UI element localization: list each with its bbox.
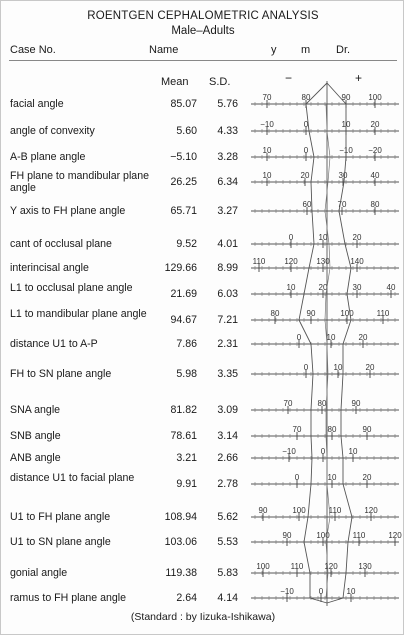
measurement-mean: 85.07 bbox=[170, 98, 197, 110]
measurement-mean: 94.67 bbox=[170, 314, 197, 326]
scale-tick-label: 30 bbox=[338, 171, 348, 180]
scale-tick-label: 40 bbox=[370, 171, 380, 180]
measurement-mean: 81.82 bbox=[170, 404, 197, 416]
measurement-name: gonial angle bbox=[10, 567, 68, 579]
scale-tick-label: 10 bbox=[326, 333, 336, 342]
measurement-name: L1 to mandibular plane angle bbox=[10, 308, 147, 320]
sd-column-header: S.D. bbox=[209, 76, 231, 88]
measurement-name: Y axis to FH plane angle bbox=[10, 205, 126, 217]
scale-tick-label: 10 bbox=[262, 146, 272, 155]
sheet-title: ROENTGEN CEPHALOMETRIC ANALYSIS bbox=[87, 10, 319, 22]
scale-tick-label: 20 bbox=[365, 363, 375, 372]
scale-tick-label: 70 bbox=[283, 399, 293, 408]
scale-tick-label: 110 bbox=[352, 531, 366, 540]
measurement-name: L1 to occlusal plane angle bbox=[10, 282, 133, 294]
measurement-sd: 3.27 bbox=[217, 205, 238, 217]
scale-tick-label: 110 bbox=[252, 257, 266, 266]
measurement-sd: 3.09 bbox=[217, 404, 238, 416]
scale-tick-label: 0 bbox=[303, 363, 309, 372]
scale-tick-label: 120 bbox=[364, 506, 378, 515]
measurement-mean: 108.94 bbox=[164, 511, 197, 523]
scale-tick-label: 140 bbox=[350, 257, 364, 266]
measurement-sd: 6.03 bbox=[217, 288, 238, 300]
measurement-mean: 7.86 bbox=[176, 338, 197, 350]
scale-tick-label: 0 bbox=[294, 473, 300, 482]
measurement-sd: 4.33 bbox=[217, 125, 238, 137]
measurement-name: SNA angle bbox=[10, 404, 61, 416]
scale-tick-label: 0 bbox=[303, 146, 309, 155]
scale-tick-label: −10 bbox=[282, 447, 296, 456]
measurement-mean: 129.66 bbox=[164, 262, 197, 274]
measurement-mean: 5.98 bbox=[176, 368, 197, 380]
scale-tick-label: 90 bbox=[362, 425, 372, 434]
scale-tick-label: 130 bbox=[358, 562, 372, 571]
scale-tick-label: 100 bbox=[256, 562, 270, 571]
measurement-sd: 3.35 bbox=[217, 368, 238, 380]
measurement-sd: 5.62 bbox=[217, 511, 238, 523]
scale-tick-label: −10 bbox=[339, 146, 353, 155]
standard-note: (Standard : by Iizuka-Ishikawa) bbox=[130, 611, 276, 623]
scale-tick-label: 90 bbox=[258, 506, 268, 515]
scale-tick-label: 10 bbox=[333, 363, 343, 372]
measurement-sd: 2.31 bbox=[217, 338, 238, 350]
measurement-mean: 21.69 bbox=[170, 288, 197, 300]
scale-tick-label: 70 bbox=[337, 200, 347, 209]
scale-tick-label: 40 bbox=[386, 283, 396, 292]
measurement-name: interincisal angle bbox=[10, 262, 89, 274]
measurement-mean: 5.60 bbox=[176, 125, 197, 137]
scale-tick-label: 10 bbox=[348, 447, 358, 456]
measurement-sd: 3.14 bbox=[217, 430, 238, 442]
scale-tick-label: −10 bbox=[280, 587, 294, 596]
measurement-name: SNB angle bbox=[10, 430, 61, 442]
scale-tick-label: 70 bbox=[292, 425, 302, 434]
scale-tick-label: 70 bbox=[262, 93, 272, 102]
scale-tick-label: 20 bbox=[358, 333, 368, 342]
scale-tick-label: 20 bbox=[362, 473, 372, 482]
scale-tick-label: 110 bbox=[328, 506, 342, 515]
measurement-name: U1 to FH plane angle bbox=[10, 511, 111, 523]
minus-sign: − bbox=[285, 71, 293, 85]
measurement-mean: 65.71 bbox=[170, 205, 197, 217]
plus-sign: + bbox=[355, 71, 363, 85]
scale-tick-label: 0 bbox=[318, 587, 324, 596]
measurement-mean: 103.06 bbox=[164, 536, 197, 548]
scale-tick-label: 100 bbox=[368, 93, 382, 102]
scale-tick-label: 110 bbox=[290, 562, 304, 571]
scale-tick-label: 100 bbox=[292, 506, 306, 515]
measurement-name: distance U1 to facial plane bbox=[10, 472, 135, 484]
measurement-mean: 119.38 bbox=[165, 567, 197, 579]
scale-tick-label: 20 bbox=[318, 283, 328, 292]
measurement-sd: 4.01 bbox=[217, 238, 238, 250]
measurement-sd: 5.83 bbox=[217, 567, 238, 579]
scale-tick-label: 110 bbox=[376, 309, 390, 318]
scale-tick-label: 130 bbox=[316, 257, 330, 266]
scale-tick-label: 90 bbox=[351, 399, 361, 408]
measurement-sd: 2.66 bbox=[217, 452, 238, 464]
measurement-sd: 5.76 bbox=[217, 98, 238, 110]
measurement-mean: 9.91 bbox=[176, 478, 197, 490]
measurement-name: A-B plane angle bbox=[10, 151, 86, 163]
scale-tick-label: 80 bbox=[370, 200, 380, 209]
case-number-label: Case No. bbox=[10, 44, 56, 56]
measurement-name: angle of convexity bbox=[10, 125, 95, 137]
measurement-sd: 3.28 bbox=[217, 151, 238, 163]
measurement-sd: 8.99 bbox=[217, 262, 238, 274]
measurement-name: distance U1 to A-P bbox=[10, 338, 98, 350]
measurement-name: ramus to FH plane angle bbox=[10, 592, 127, 604]
doctor-label: Dr. bbox=[336, 44, 351, 56]
scale-tick-label: 10 bbox=[262, 171, 272, 180]
measurement-mean: 26.25 bbox=[170, 176, 197, 188]
scale-tick-label: 10 bbox=[286, 283, 296, 292]
scale-tick-label: 100 bbox=[340, 309, 354, 318]
year-label: y bbox=[271, 44, 277, 56]
scale-tick-label: 80 bbox=[327, 425, 337, 434]
measurement-name: ANB angle bbox=[10, 452, 61, 464]
measurement-sd: 2.78 bbox=[217, 478, 238, 490]
scale-tick-label: 120 bbox=[388, 531, 402, 540]
scale-tick-label: 10 bbox=[318, 233, 328, 242]
polygonal-chart bbox=[1, 1, 404, 636]
measurement-sd: 4.14 bbox=[217, 592, 238, 604]
scale-tick-label: 0 bbox=[303, 120, 309, 129]
scale-tick-label: 10 bbox=[327, 473, 337, 482]
scale-tick-label: −10 bbox=[260, 120, 274, 129]
measurement-sd: 6.34 bbox=[217, 176, 238, 188]
scale-tick-label: 80 bbox=[301, 93, 311, 102]
scale-tick-label: 90 bbox=[306, 309, 316, 318]
scale-tick-label: 90 bbox=[282, 531, 292, 540]
measurement-name: FH plane to mandibular plane angle bbox=[10, 170, 149, 194]
scale-tick-label: 120 bbox=[324, 562, 338, 571]
scale-tick-label: 0 bbox=[288, 233, 294, 242]
scale-tick-label: 0 bbox=[296, 333, 302, 342]
scale-tick-label: 10 bbox=[346, 587, 356, 596]
scale-tick-label: 10 bbox=[341, 120, 351, 129]
measurement-sd: 5.53 bbox=[217, 536, 238, 548]
measurement-name: cant of occlusal plane bbox=[10, 238, 112, 250]
measurement-name: U1 to SN plane angle bbox=[10, 536, 111, 548]
scale-tick-label: 20 bbox=[370, 120, 380, 129]
month-label: m bbox=[301, 44, 311, 56]
sheet-subtitle: Male–Adults bbox=[171, 25, 235, 37]
measurement-mean: 2.64 bbox=[176, 592, 197, 604]
measurement-mean: 9.52 bbox=[176, 238, 197, 250]
measurement-mean: −5.10 bbox=[170, 151, 197, 163]
measurement-sd: 7.21 bbox=[217, 314, 238, 326]
scale-tick-label: 100 bbox=[316, 531, 330, 540]
measurement-mean: 78.61 bbox=[170, 430, 197, 442]
scale-tick-label: 60 bbox=[302, 200, 312, 209]
scale-tick-label: 80 bbox=[270, 309, 280, 318]
scale-tick-label: −20 bbox=[368, 146, 382, 155]
measurement-mean: 3.21 bbox=[176, 452, 197, 464]
measurement-name: facial angle bbox=[10, 98, 64, 110]
mean-column-header: Mean bbox=[161, 76, 189, 88]
name-label: Name bbox=[149, 44, 179, 56]
scale-tick-label: 20 bbox=[352, 233, 362, 242]
scale-tick-label: 30 bbox=[352, 283, 362, 292]
scale-tick-label: 20 bbox=[300, 171, 310, 180]
scale-tick-label: 0 bbox=[320, 447, 326, 456]
scale-tick-label: 80 bbox=[317, 399, 327, 408]
scale-tick-label: 120 bbox=[284, 257, 298, 266]
measurement-name: FH to SN plane angle bbox=[10, 368, 112, 380]
scale-tick-label: 90 bbox=[341, 93, 351, 102]
